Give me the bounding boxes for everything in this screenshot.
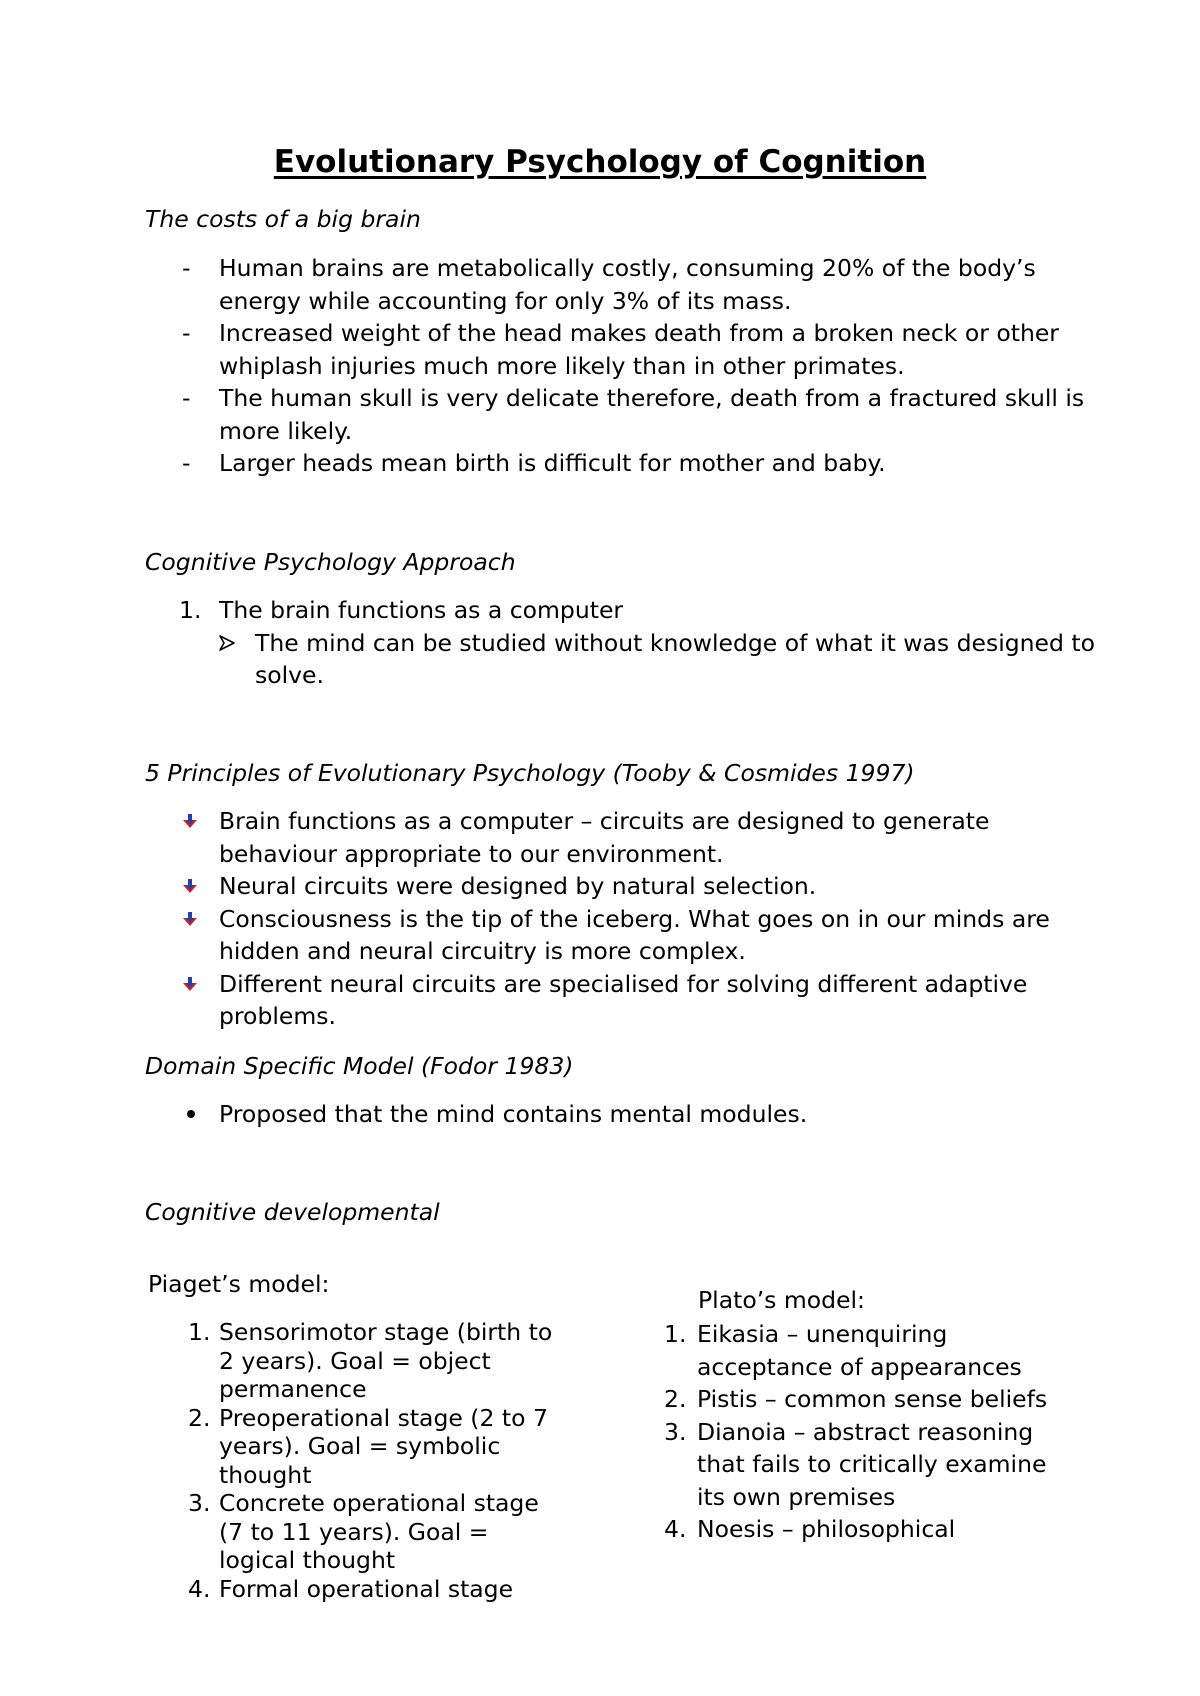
dash-bullet: - [182, 384, 191, 412]
page-title: Evolutionary Psychology of Cognition [273, 144, 927, 180]
section-heading-cognitive: Cognitive Psychology Approach [145, 548, 516, 576]
list-item: Different neural circuits are specialised for solving different adaptive problems. [145, 968, 1095, 1033]
piaget-column [145, 1318, 605, 1603]
principles-list [145, 805, 1095, 1033]
list-item: - Increased weight of the head makes death from a broken neck or other whiplash injuries much more likely than in other primates. [182, 319, 1059, 380]
cognitive-list [145, 594, 1095, 692]
list-item: 2. Pistis – common sense beliefs [659, 1383, 1059, 1416]
list-number: 3. [664, 1417, 687, 1446]
list-item: - Human brains are metabolically costly, consuming 20% of the body’s energy while accounting for only 3% of its mass. [182, 254, 1036, 315]
plato-list [659, 1318, 1059, 1546]
arrowhead-bullet-icon [218, 634, 236, 652]
list-item: 4. Noesis – philosophical [659, 1513, 1059, 1546]
section-heading-domain: Domain Specific Model (Fodor 1983) [145, 1052, 574, 1080]
dash-bullet: - [182, 319, 191, 347]
list-item: Consciousness is the tip of the iceberg. What goes on in our minds are hidden and neural circuitry is more complex. [145, 903, 1095, 968]
list-number: 4. [664, 1515, 687, 1543]
list-number: 2. [188, 1403, 211, 1432]
dash-bullet: - [182, 254, 191, 282]
round-bullet-icon [187, 1110, 195, 1118]
down-arrow-bullet-icon [183, 977, 197, 992]
piaget-list [145, 1318, 585, 1603]
section-heading-principles: 5 Principles of Evolutionary Psychology (Tooby & Cosmides 1997) [145, 759, 915, 787]
down-arrow-bullet-icon [183, 879, 197, 894]
list-item: Proposed that the mind contains mental modules. [145, 1098, 1095, 1131]
list-item: Neural circuits were designed by natural selection. [145, 870, 1095, 903]
list-item: 1. Eikasia – unenquiring acceptance of appearances [664, 1320, 1022, 1381]
list-item: 1. The brain functions as a computer [145, 594, 1095, 627]
list-item: 3. Dianoia – abstract reasoning that fails to critically examine its own premises [664, 1417, 1047, 1511]
list-item: - The human skull is very delicate therefore, death from a fractured skull is more likely. [182, 384, 1085, 445]
sub-list-item: The mind can be studied without knowledge of what it was designed to solve. [145, 627, 1095, 692]
piaget-label: Piaget’s model: [148, 1270, 330, 1298]
plato-label: Plato’s model: [698, 1286, 865, 1314]
list-number: 4. [188, 1574, 211, 1603]
down-arrow-bullet-icon [183, 814, 197, 829]
list-item: 1. Sensorimotor stage (birth to 2 years). Goal = object permanence [188, 1318, 553, 1403]
domain-list [145, 1098, 1095, 1131]
list-item: 2. Preoperational stage (2 to 7 years). Goal = symbolic thought [188, 1403, 548, 1489]
list-number: 1. [664, 1320, 687, 1348]
list-number: 2. [664, 1385, 687, 1413]
down-arrow-bullet-icon [183, 912, 197, 927]
dash-bullet: - [182, 449, 191, 477]
list-item: 4. Formal operational stage [188, 1574, 514, 1603]
list-number: 1. [179, 596, 202, 624]
list-number: 3. [188, 1489, 211, 1517]
list-item: - Larger heads mean birth is difficult for mother and baby. [145, 447, 1095, 480]
plato-column [659, 1318, 1079, 1566]
costs-list [145, 252, 1095, 480]
list-item: 3. Concrete operational stage (7 to 11 years). Goal = logical thought [188, 1489, 539, 1574]
list-item: Brain functions as a computer – circuits are designed to generate behaviour appropriate to our environment. [145, 805, 1095, 870]
section-heading-costs: The costs of a big brain [145, 205, 421, 233]
section-heading-developmental: Cognitive developmental [145, 1198, 440, 1226]
list-number: 1. [188, 1318, 211, 1346]
